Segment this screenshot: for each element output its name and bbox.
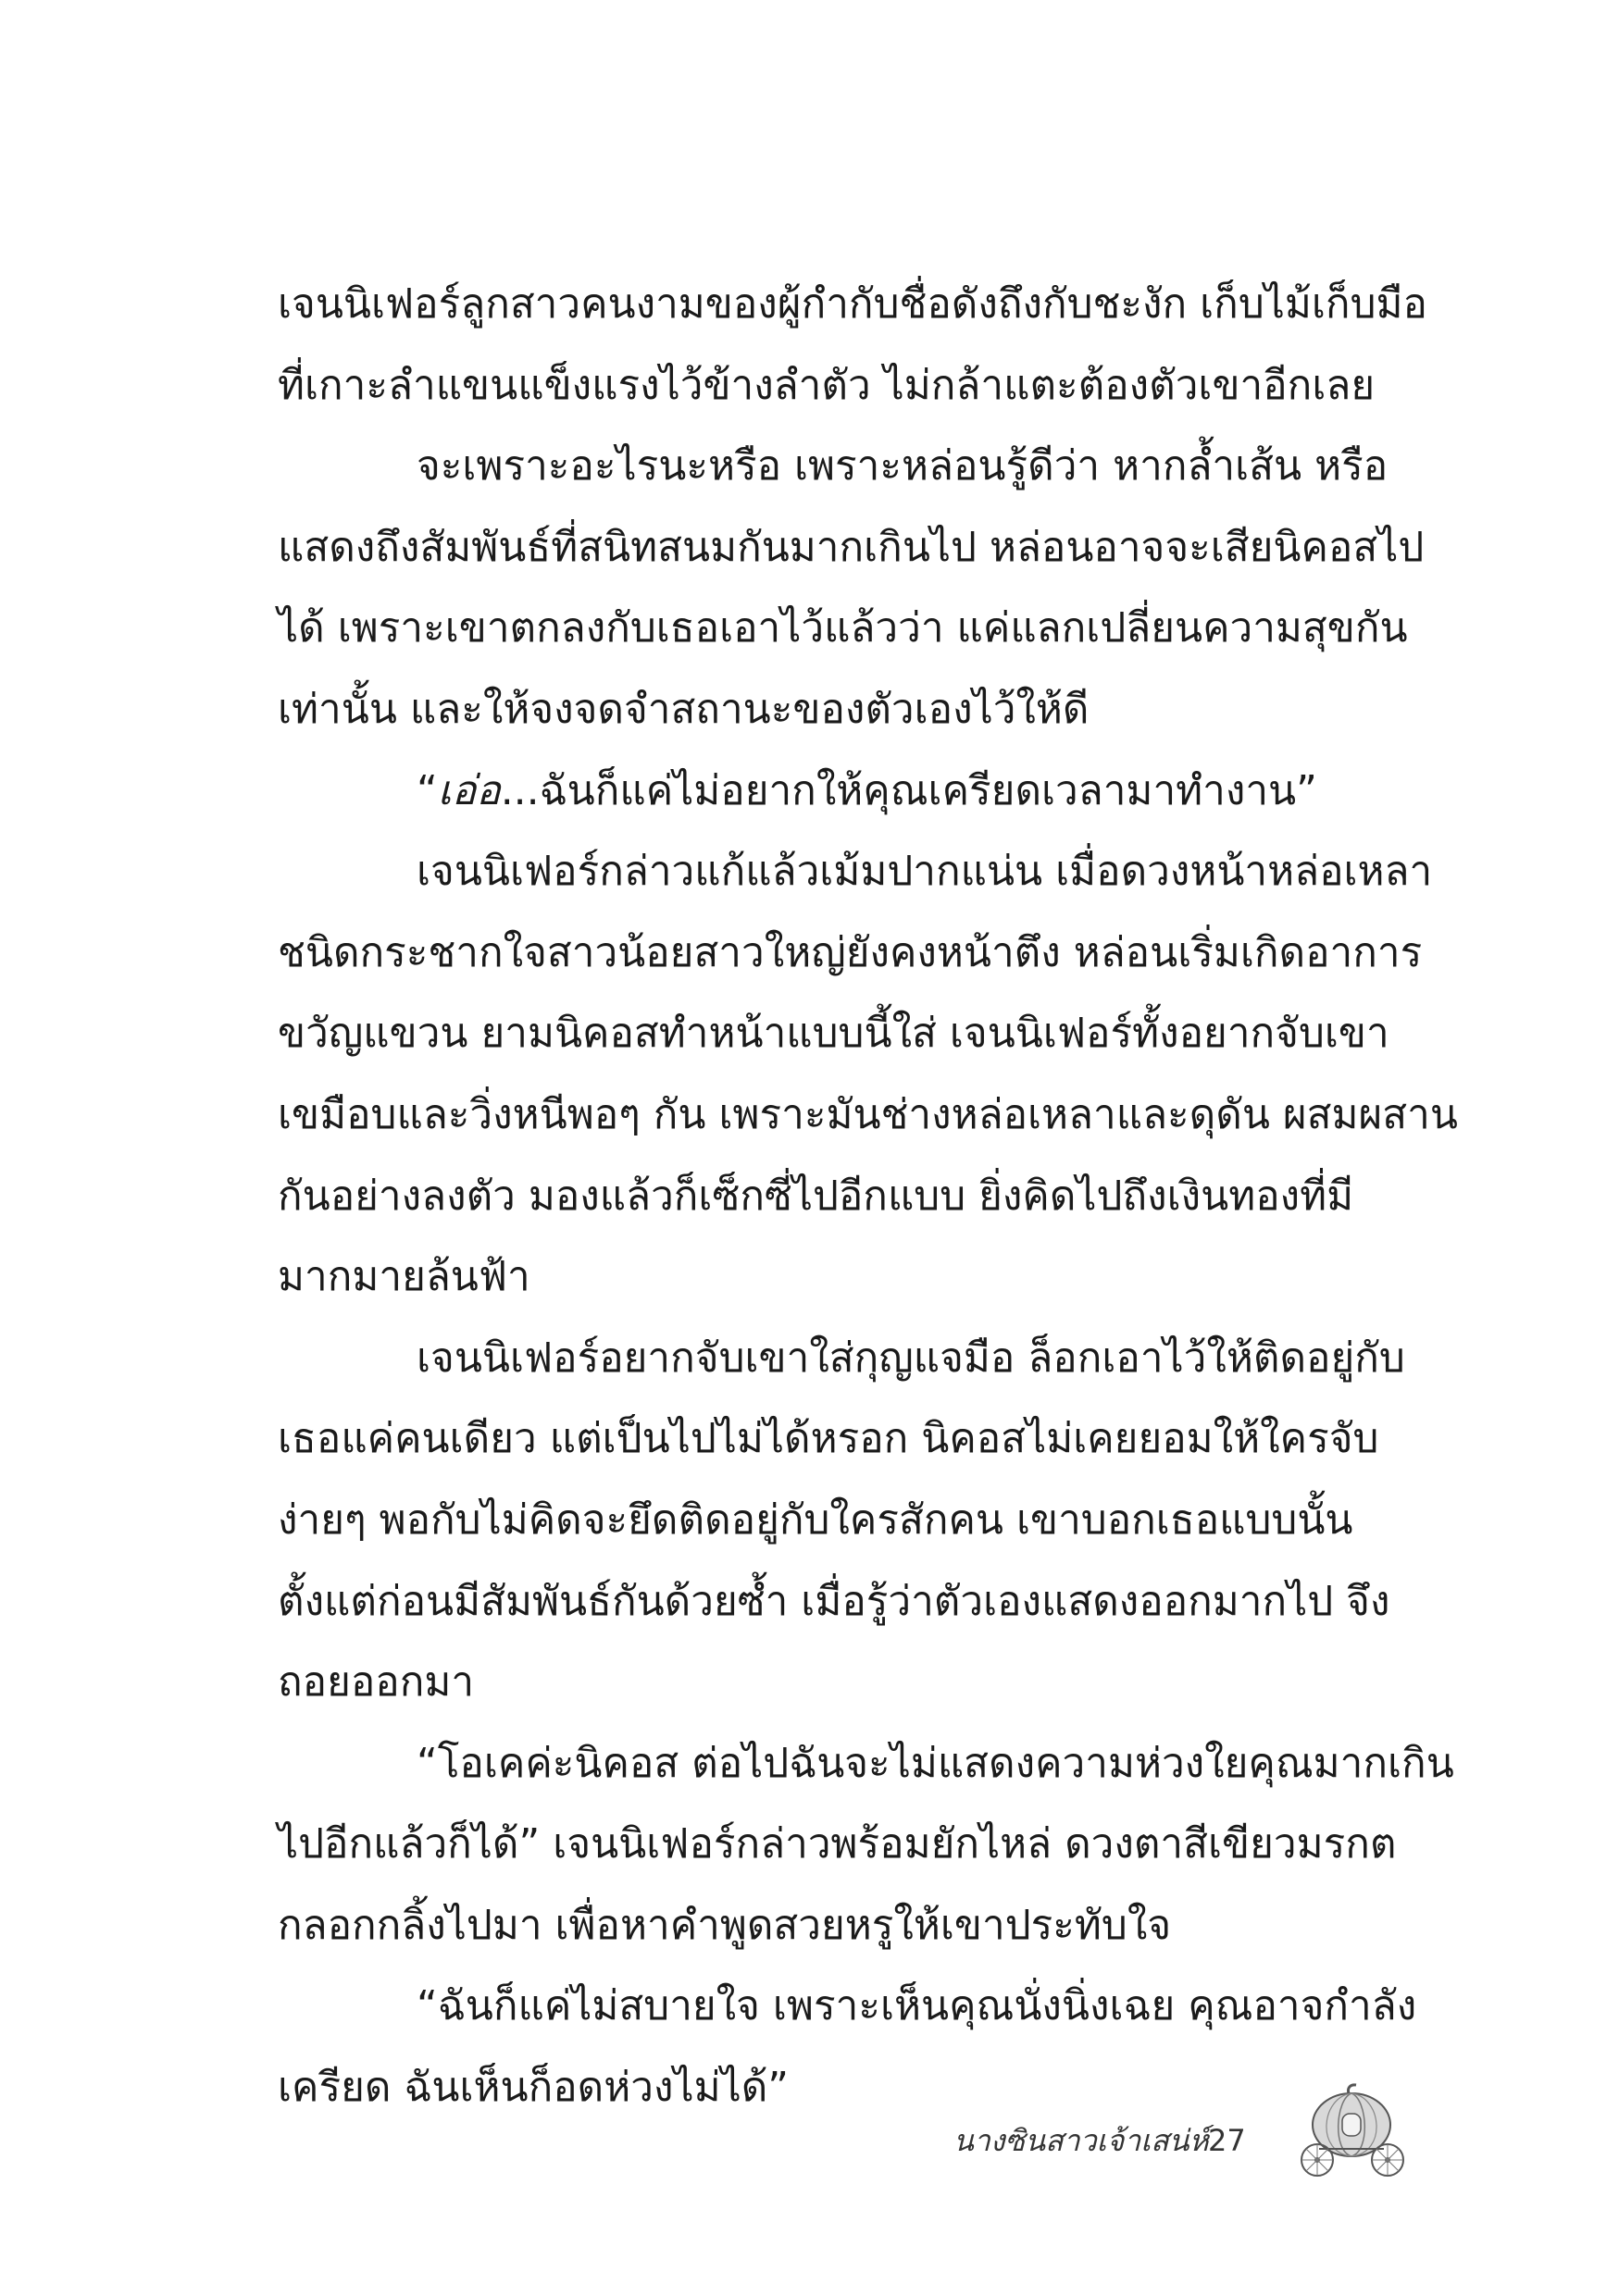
quote-line [278,751,1416,832]
paragraph [278,831,1458,1318]
text-line: ถอยออกมา [278,1658,475,1706]
text-line: ขวัญแขวน ยามนิคอสทำหน้าแบบนี้ใส่ เจนนิเฟอร์ทั้งอยากจับเขา [278,1010,1389,1058]
running-title: นางซินสาวเจ้าเสน่ห์ [953,2123,1209,2158]
text-line: เขมือบและวิ่งหนีพอๆ กัน เพราะมันช่างหล่อเหลาและดุดัน ผสมผสาน [278,1090,1458,1138]
text-line: แสดงถึงสัมพันธ์ที่สนิทสนมกันมากเกินไป หล่อนอาจจะเสียนิคอสไป [278,523,1425,571]
text-line: ตั้งแต่ก่อนมีสัมพันธ์กันด้วยซ้ำ เมื่อรู้ว่าตัวเองแสดงออกมากไป จึง [278,1577,1390,1625]
text-line: ที่เกาะลำแขนแข็งแรงไว้ข้างลำตัว ไม่กล้าแตะต้องตัวเขาอีกเลย [278,361,1376,409]
paragraph [278,751,1416,832]
text-line: ได้ เพราะเขาตกลงกับเธอเอาไว้แล้วว่า แค่แลกเปลี่ยนความสุขกัน [278,604,1408,652]
body-text [278,264,1458,2128]
paragraph [278,264,1427,426]
text-line: “ฉันก็แค่ไม่สบายใจ เพราะเห็นคุณนั่งนิ่งเฉย คุณอาจกำลัง [417,1982,1417,2030]
text-line: ชนิดกระชากใจสาวน้อยสาวใหญ่ยังคงหน้าตึง หล่อนเริ่มเกิดอาการ [278,928,1423,976]
text-line: เครียด ฉันเห็นก็อดห่วงไม่ได้” [278,2064,790,2112]
paragraph [278,1318,1416,1723]
quote-open: “ [417,766,438,814]
text-line: เจนนิเฟอร์กล่าวแก้แล้วเม้มปากแน่น เมื่อดวงหน้าหล่อเหลา [417,848,1433,896]
text-line: เจนนิเฟอร์ลูกสาวคนงามของผู้กำกับชื่อดังถึงกับชะงัก เก็บไม้เก็บมือ [278,280,1427,328]
paragraph [278,1723,1454,1967]
text-line: เธอแค่คนเดียว แต่เป็นไปไม่ได้หรอก นิคอสไม่เคยยอมให้ใครจับ [278,1415,1379,1463]
text-line: มากมายล้นฟ้า [278,1253,530,1301]
text-line: ง่ายๆ พอกับไม่คิดจะยึดติดอยู่กับใครสักคน เขาบอกเธอแบบนั้น [278,1496,1353,1544]
text-line: กันอย่างลงตัว มองแล้วก็เซ็กซี่ไปอีกแบบ ยิ่งคิดไปถึงเงินทองที่มี [278,1172,1354,1220]
quote-rest: ...ฉันก็แค่ไม่อยากให้คุณเครียดเวลามาทำงาน” [500,766,1317,814]
text-line: กลอกกลิ้งไปมา เพื่อหาคำพูดสวยหรูให้เขาประทับใจ [278,1901,1172,1949]
text-line: เท่านั้น และให้จงจดจำสถานะของตัวเองไว้ให้ดี [278,685,1090,733]
text-line: ไปอีกแล้วก็ได้” เจนนิเฟอร์กล่าวพร้อมยักไหล่ ดวงตาสีเขียวมรกต [278,1820,1397,1868]
pumpkin-carriage-icon [1291,2080,1412,2182]
emphasized-word: เอ่อ [437,766,501,814]
paragraph [278,426,1425,750]
paragraph [278,1966,1416,2128]
text-line: “โอเคค่ะนิคอส ต่อไปฉันจะไม่แสดงความห่วงใยคุณมากเกิน [417,1739,1454,1787]
page-number: 27 [1208,2123,1246,2158]
text-line: เจนนิเฟอร์อยากจับเขาใส่กุญแจมือ ล็อกเอาไว้ให้ติดอยู่กับ [417,1334,1405,1382]
text-line: จะเพราะอะไรนะหรือ เพราะหล่อนรู้ดีว่า หากล้ำเส้น หรือ [417,442,1389,490]
